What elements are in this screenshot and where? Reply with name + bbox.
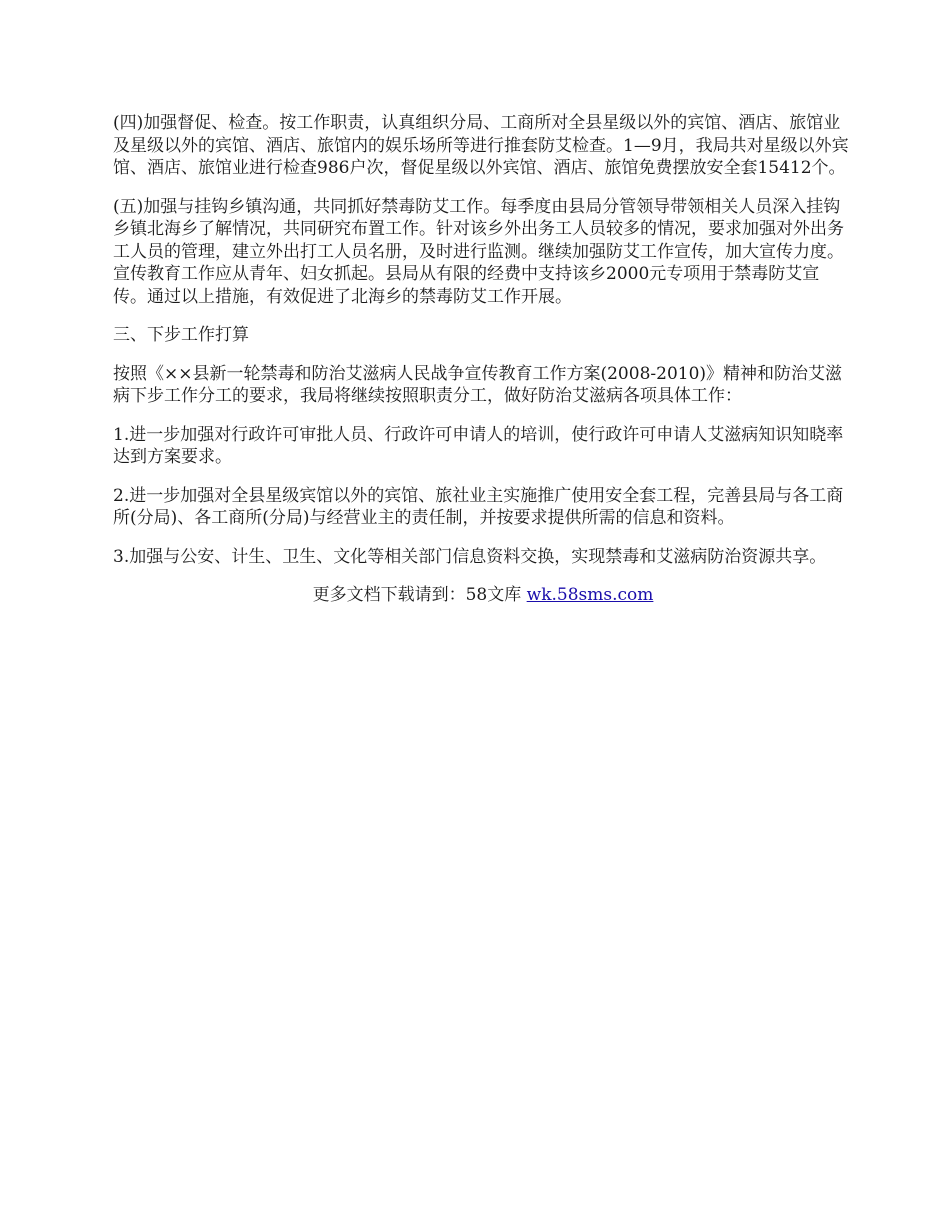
section-heading-next-steps: 三、下步工作打算 bbox=[113, 325, 249, 345]
footer-note bbox=[113, 584, 853, 607]
paragraph-township-communication: (五)加强与挂钩乡镇沟通，共同抓好禁毒防艾工作。每季度由县局分管领导带领相关人员深入挂钩乡镇北海乡了解情况，共同研究布置工作。针对该乡外出务工人员较多的情况，要求加强对外出务工人员的管理，建立外出打工人员名册，及时进行监测。继续加强防艾工作宣传，加大宣传力度。宣传教育工作应从青年、妇女抓起。县局从有限的经费中支持该乡2000元专项用于禁毒防艾宣传。通过以上措施，有效促进了北海乡的禁毒防艾工作开展。 bbox=[113, 196, 844, 307]
paragraph-inspection: (四)加强督促、检查。按工作职责，认真组织分局、工商所对全县星级以外的宾馆、酒店、旅馆业及星级以外的宾馆、酒店、旅馆内的娱乐场所等进行推套防艾检查。1—9月，我局共对星级以外宾馆、酒店、旅馆业进行检查986户次，督促星级以外宾馆、酒店、旅馆免费摆放安全套15412个。 bbox=[113, 113, 849, 178]
paragraph-item-2: 2.进一步加强对全县星级宾馆以外的宾馆、旅社业主实施推广使用安全套工程，完善县局与各工商所(分局)、各工商所(分局)与经营业主的责任制，并按要求提供所需的信息和资料。 bbox=[113, 485, 844, 528]
document-page bbox=[113, 112, 853, 607]
paragraph-plan-intro: 按照《××县新一轮禁毒和防治艾滋病人民战争宣传教育工作方案(2008-2010)》精神和防治艾滋病下步工作分工的要求，我局将继续按照职责分工，做好防治艾滋病各项具体工作： bbox=[113, 363, 843, 406]
paragraph-item-3: 3.加强与公安、计生、卫生、文化等相关部门信息资料交换，实现禁毒和艾滋病防治资源共享。 bbox=[113, 546, 827, 567]
paragraph-item-1: 1.进一步加强对行政许可审批人员、行政许可申请人的培训，使行政许可申请人艾滋病知识知晓率达到方案要求。 bbox=[113, 424, 844, 467]
footer-link[interactable]: wk.58sms.com bbox=[526, 585, 654, 605]
footer-prefix: 更多文档下载请到：58文库 bbox=[312, 585, 527, 605]
